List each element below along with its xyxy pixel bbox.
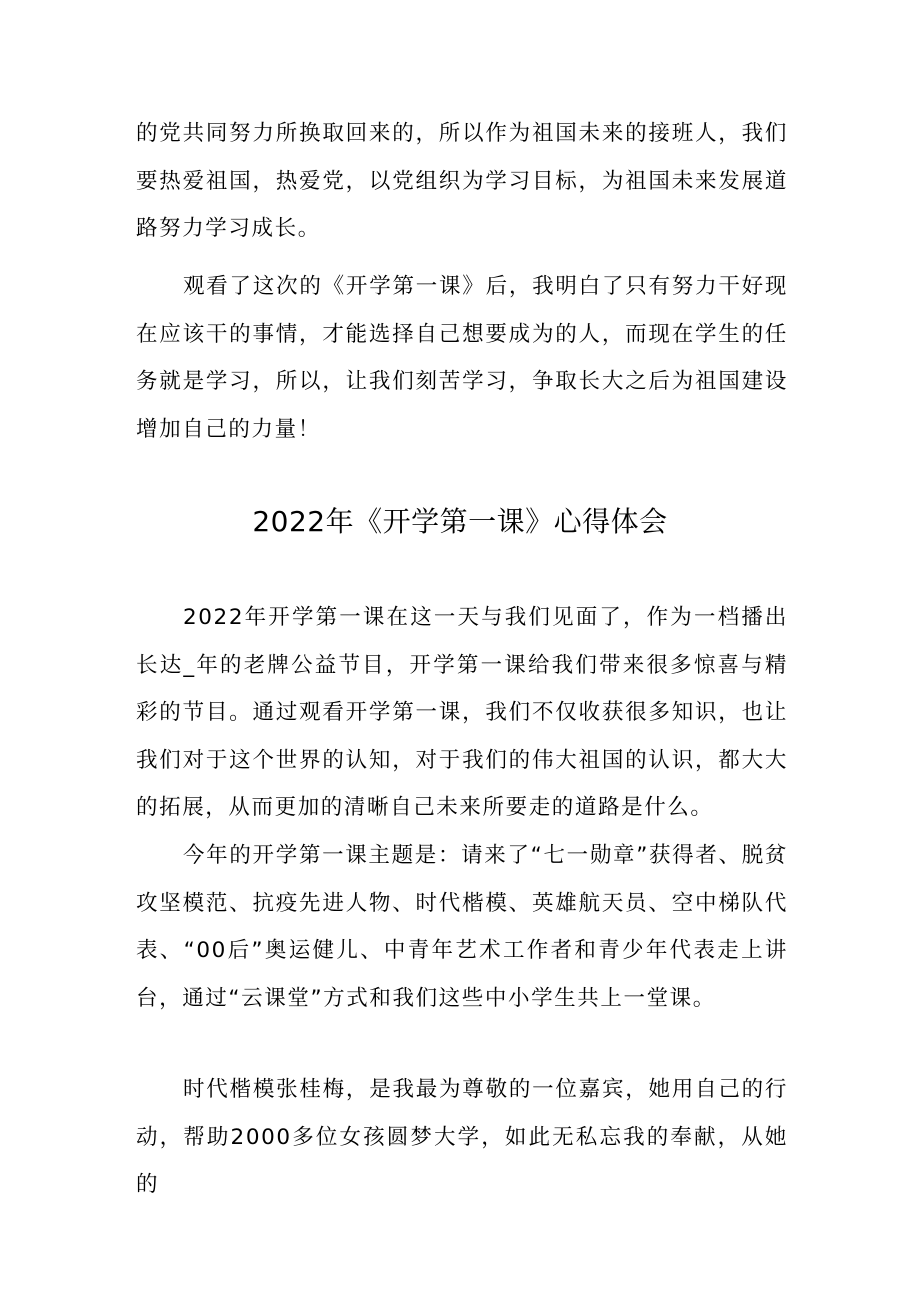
paragraph-role-model: 时代楷模张桂梅，是我最为尊敬的一位嘉宾，她用自己的行动，帮助2000多位女孩圆梦大学，如此无私忘我的奉献，从她的 [136, 1077, 788, 1197]
paragraph-intro: 2022年开学第一课在这一天与我们见面了，作为一档播出长达_年的老牌公益节目，开学第一课给我们带来很多惊喜与精彩的节目。通过观看开学第一课，我们不仅收获很多知识，也让我们对于这个世界的认知，对于我们的伟大祖国的认识，都大大的拓展，从而更加的清晰自己未来所要走的道路是什么。 [136, 605, 788, 820]
paragraph-theme: 今年的开学第一课主题是：请来了“七一勋章”获得者、脱贫攻坚模范、抗疫先进人物、时代楷模、英雄航天员、空中梯队代表、“00后”奥运健儿、中青年艺术工作者和青少年代表走上讲台，通过“云课堂”方式和我们这些中小学生共上一堂课。 [136, 843, 788, 1011]
document-title: 2022年《开学第一课》心得体会 [252, 505, 668, 538]
paragraph-continuation: 的党共同努力所换取回来的，所以作为祖国未来的接班人，我们要热爱祖国，热爱党，以党组织为学习目标，为祖国未来发展道路努力学习成长。 [136, 121, 788, 241]
paragraph-reflection: 观看了这次的《开学第一课》后，我明白了只有努力干好现在应该干的事情，才能选择自己想要成为的人，而现在学生的任务就是学习，所以，让我们刻苦学习，争取长大之后为祖国建设增加自己的力量！ [136, 274, 788, 442]
